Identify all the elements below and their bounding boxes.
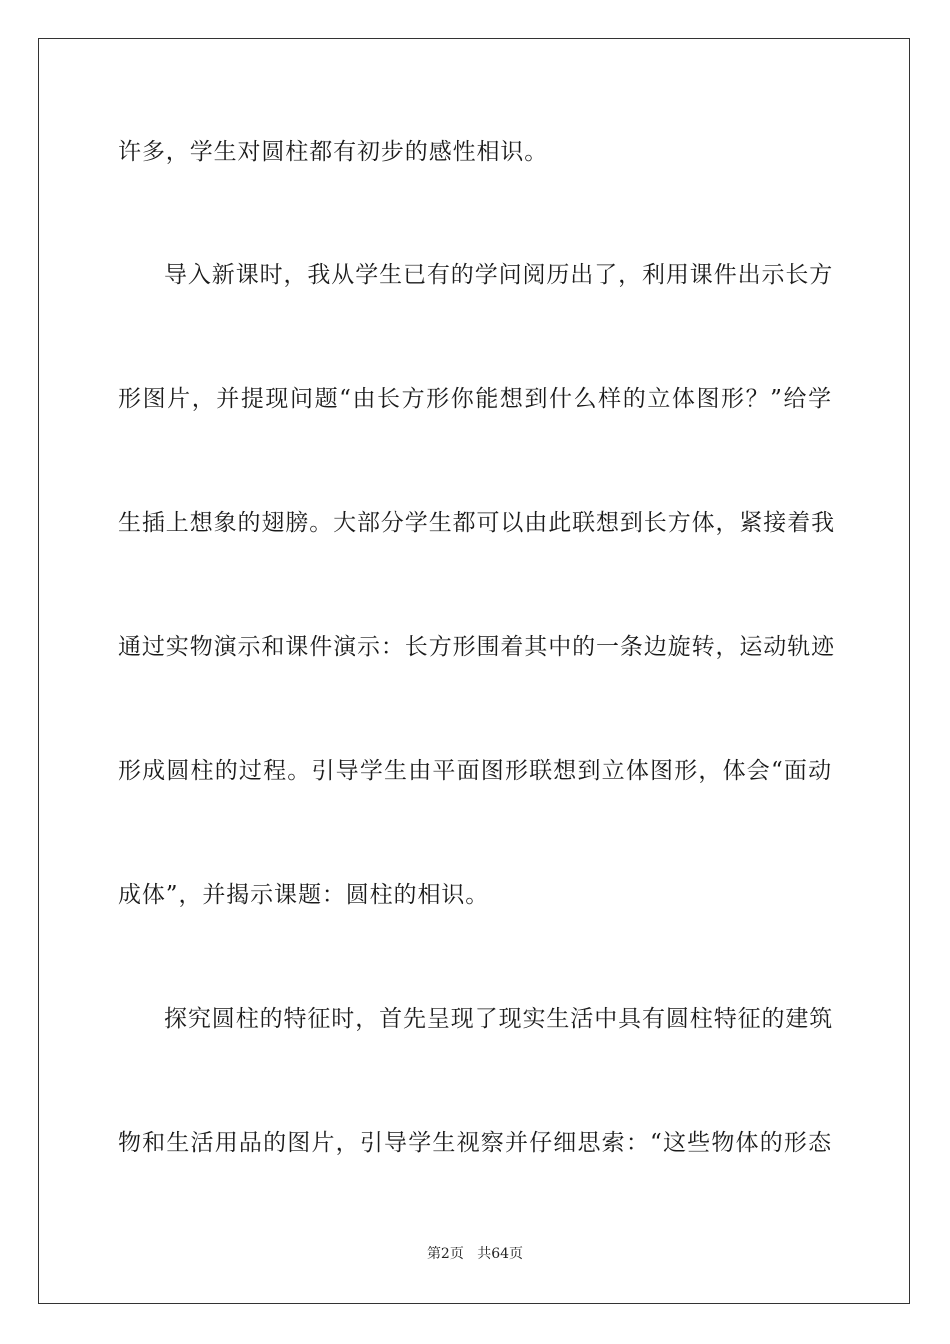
paragraph-line: 成体”，并揭示课题：圆柱的相识。 xyxy=(118,882,490,908)
page-footer xyxy=(0,1245,950,1263)
page-number: 第2页 xyxy=(426,1246,464,1262)
paragraph-line: 形图片，并提现问题“由长方形你能想到什么样的立体图形？”给学 xyxy=(118,386,832,412)
paragraph-line: 形成圆柱的过程。引导学生由平面图形联想到立体图形，体会“面动 xyxy=(118,758,832,784)
page-border xyxy=(38,38,910,1304)
paragraph-line: 探究圆柱的特征时，首先呈现了现实生活中具有圆柱特征的建筑 xyxy=(164,1006,834,1032)
paragraph-line: 物和生活用品的图片，引导学生视察并仔细思索：“这些物体的形态 xyxy=(118,1130,832,1156)
page-total: 共64页 xyxy=(477,1246,524,1262)
paragraph-line: 许多，学生对圆柱都有初步的感性相识。 xyxy=(118,139,549,165)
paragraph-line: 通过实物演示和课件演示：长方形围着其中的一条边旋转，运动轨迹 xyxy=(118,634,835,660)
paragraph-line: 生插上想象的翅膀。大部分学生都可以由此联想到长方体，紧接着我 xyxy=(118,510,835,536)
paragraph-line: 导入新课时，我从学生已有的学问阅历出了，利用课件出示长方 xyxy=(164,262,834,288)
